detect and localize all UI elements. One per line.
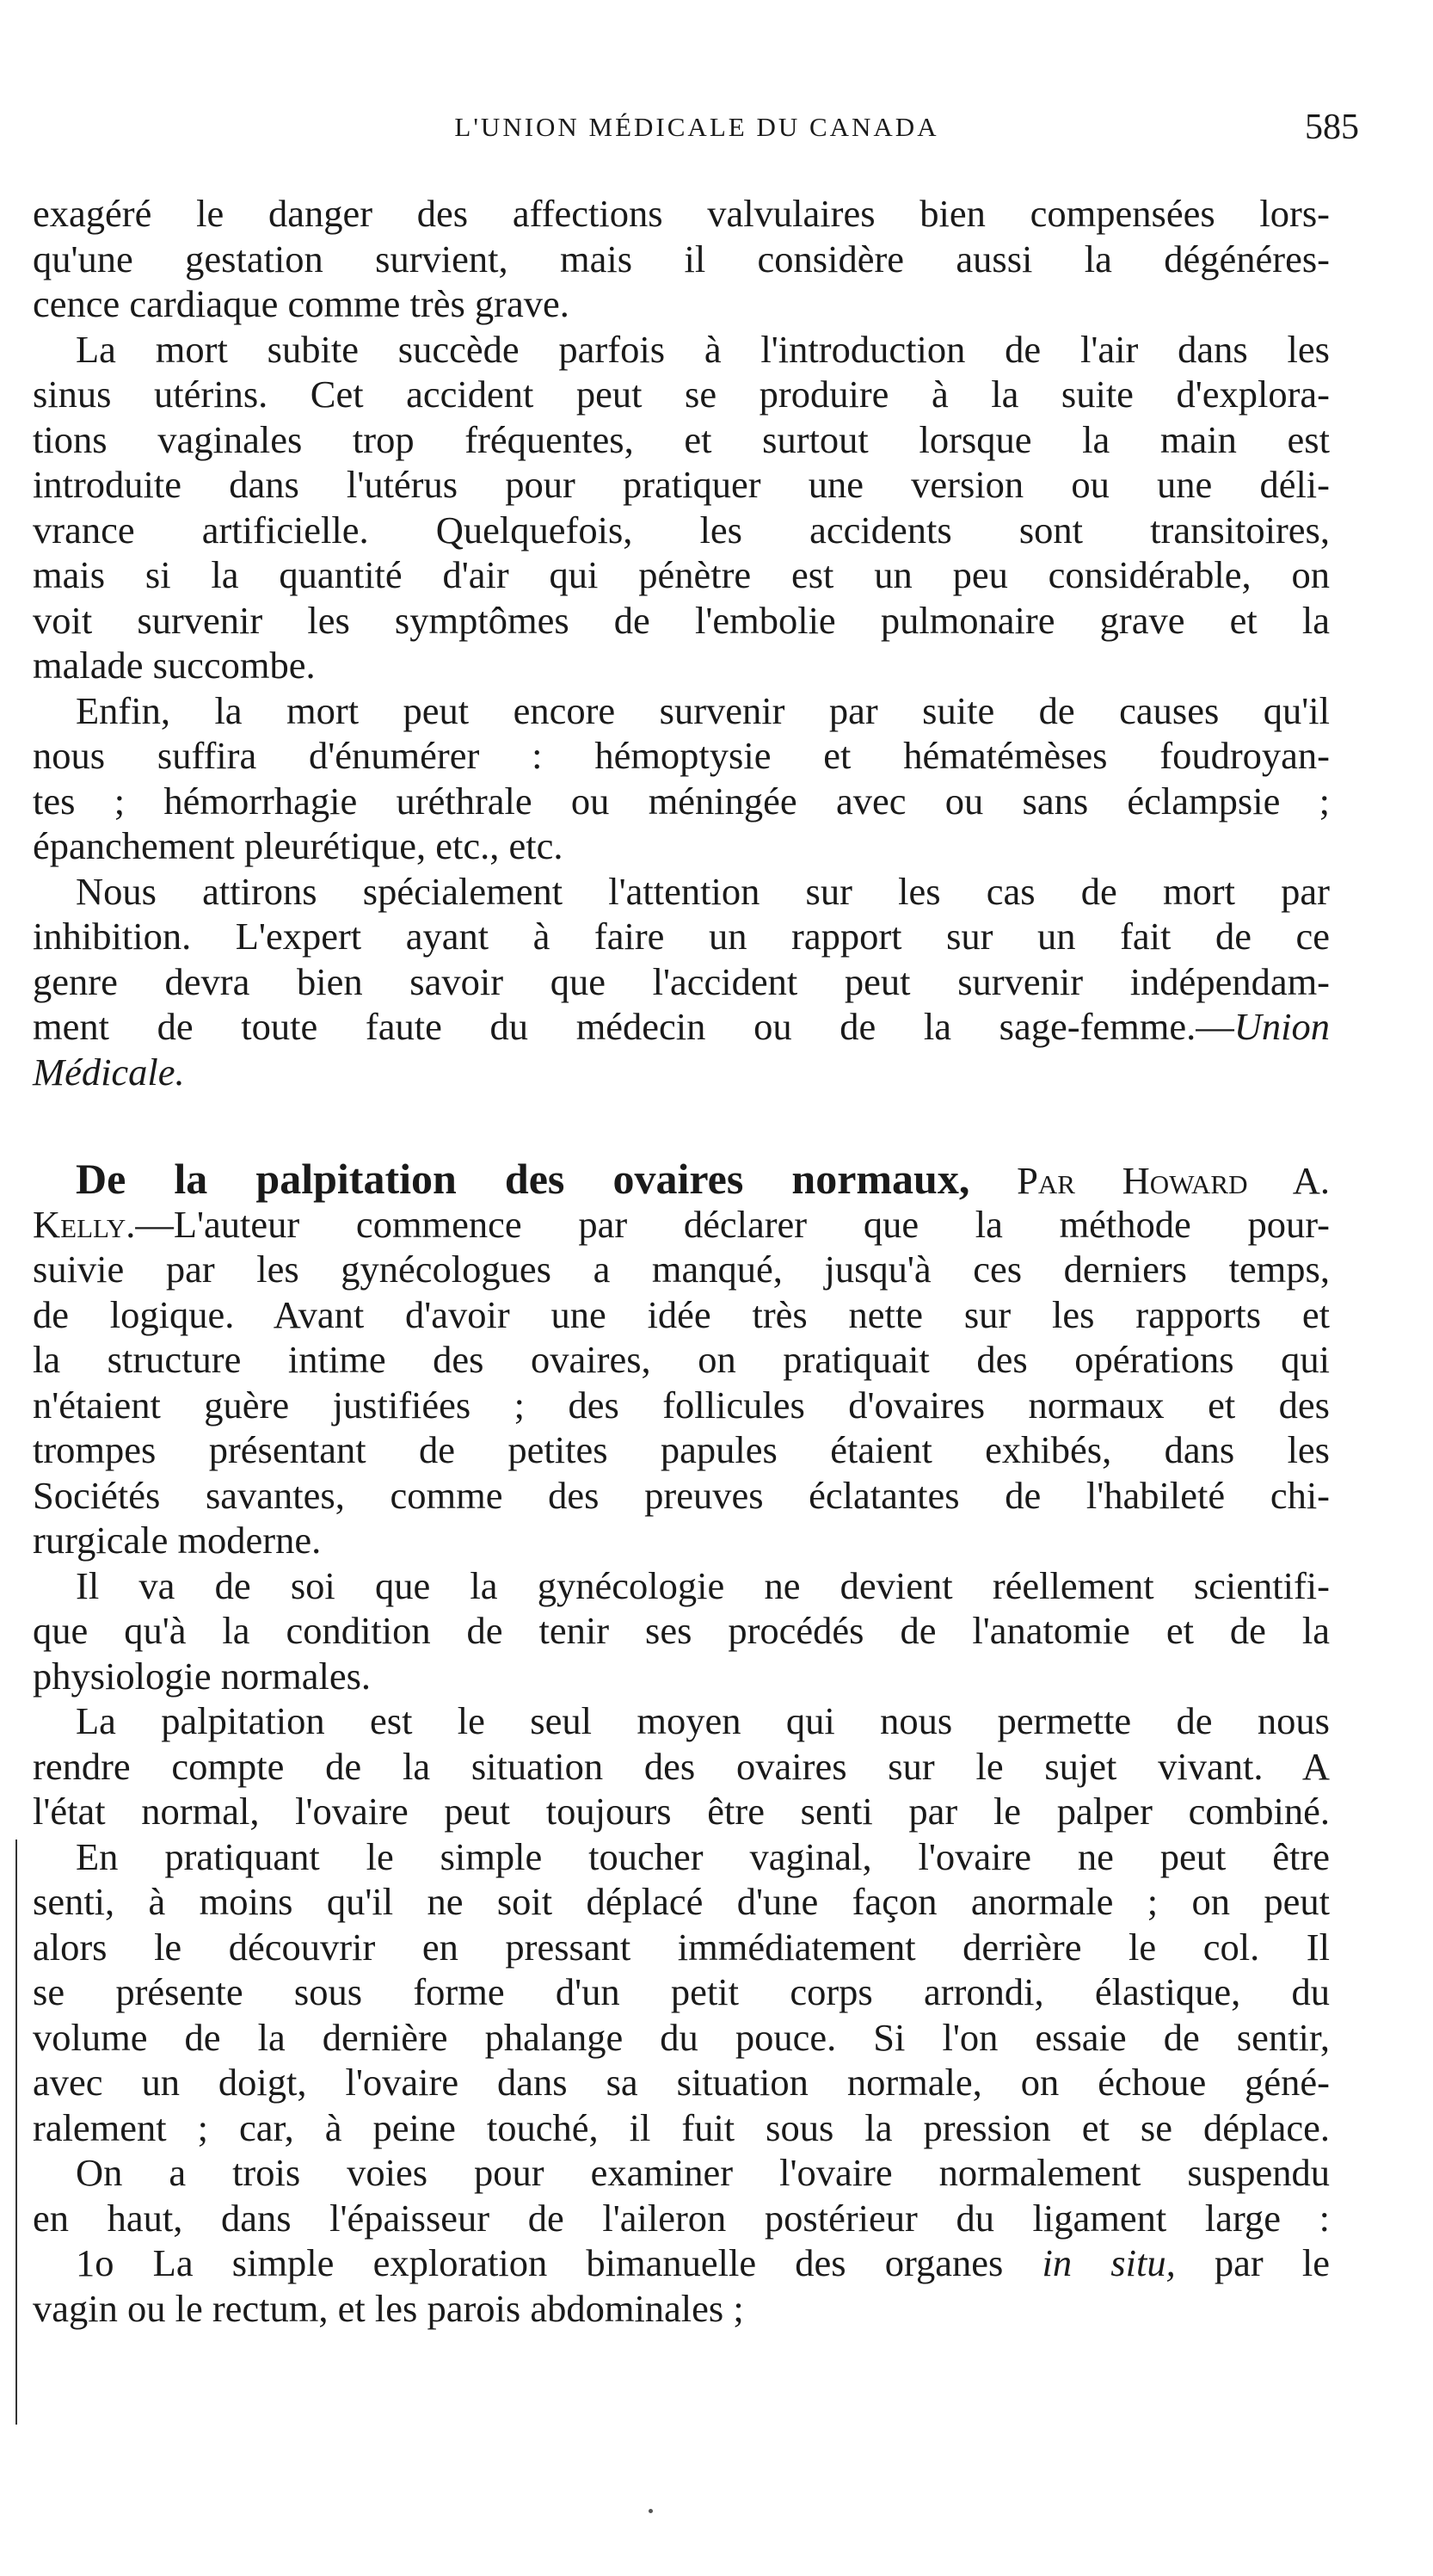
text-line: en haut, dans l'épaisseur de l'aileron postérieur du ligament large :	[33, 2196, 1330, 2240]
text-line: Enfin, la mort peut encore survenir par suite de causes qu'il	[76, 688, 1330, 732]
text-line	[33, 1004, 1330, 1050]
running-title: L'UNION MÉDICALE DU CANADA	[454, 112, 939, 142]
text-line: n'étaient guère justifiées ; des follicules d'ovaires normaux et des	[33, 1383, 1330, 1427]
source-citation: Union	[1233, 1005, 1330, 1048]
text-fragment: —L'auteur commence par déclarer que la méthode pour-	[135, 1202, 1330, 1246]
text-line: qu'une gestation survient, mais il considère aussi la dégénéres-	[33, 237, 1330, 280]
text-fragment: par le	[1214, 2241, 1331, 2284]
section-gap	[33, 1094, 1330, 1156]
text-line: Nous attirons spécialement l'attention sur les cas de mort par	[76, 869, 1330, 913]
text-line	[33, 2240, 1330, 2286]
scan-speck	[649, 2509, 653, 2513]
author-name: Howard A.	[1122, 1159, 1331, 1202]
text-line: On a trois voies pour examiner l'ovaire normalement suspendu	[76, 2151, 1330, 2194]
text-line: épanchement pleurétique, etc., etc.	[33, 824, 563, 867]
source-citation-line: Médicale.	[33, 1050, 185, 1094]
text-line: La palpitation est le seul moyen qui nous permette de nous	[76, 1699, 1330, 1742]
article-heading-line	[33, 1156, 1330, 1202]
margin-rule	[15, 1840, 17, 2425]
page-number: 585	[1305, 108, 1359, 147]
text-line: genre devra bien savoir que l'accident peut survenir indépendam-	[33, 959, 1330, 1003]
text-line: exagéré le danger des affections valvulaires bien compensées lors-	[33, 192, 1330, 235]
text-line: ralement ; car, à peine touché, il fuit sous la pression et se déplace.	[33, 2105, 1330, 2149]
text-line: tions vaginales trop fréquentes, et surtout lorsque la main est	[33, 417, 1330, 461]
text-line: volume de la dernière phalange du pouce. Si l'on essaie de sentir,	[33, 2015, 1330, 2059]
body-text	[33, 191, 1330, 2331]
text-line: la structure intime des ovaires, on pratiquait des opérations qui	[33, 1338, 1330, 1381]
latin-term: in situ,	[1042, 2241, 1176, 2284]
text-line: rurgicale moderne.	[33, 1519, 322, 1562]
text-line: voit survenir les symptômes de l'embolie pulmonaire grave et la	[33, 598, 1330, 642]
text-line: introduite dans l'utérus pour pratiquer une version ou une déli-	[33, 463, 1330, 506]
text-line	[33, 1202, 1330, 1248]
text-line: l'état normal, l'ovaire peut toujours être senti par le palper combiné.	[33, 1790, 1330, 1833]
text-line: de logique. Avant d'avoir une idée très nette sur les rapports et	[33, 1292, 1330, 1336]
text-line: que qu'à la condition de tenir ses procédés de l'anatomie et de la	[33, 1609, 1330, 1652]
text-line: sinus utérins. Cet accident peut se produire à la suite d'explora-	[33, 373, 1330, 416]
author-prefix: Par	[1017, 1159, 1075, 1202]
text-line: cence cardiaque comme très grave.	[33, 282, 569, 325]
text-line: Sociétés savantes, comme des preuves éclatantes de l'habileté chi-	[33, 1473, 1330, 1517]
text-fragment: ment de toute faute du médecin ou de la sage-femme.—	[33, 1005, 1234, 1048]
text-line: malade succombe.	[33, 644, 316, 687]
text-line: rendre compte de la situation des ovaires sur le sujet vivant. A	[33, 1744, 1330, 1788]
running-head	[34, 102, 1359, 153]
text-line: se présente sous forme d'un petit corps arrondi, élastique, du	[33, 1970, 1330, 2013]
article-title: De la palpitation des ovaires normaux,	[76, 1155, 970, 1203]
text-line: En pratiquant le simple toucher vaginal, l'ovaire ne peut être	[76, 1834, 1330, 1878]
text-line: avec un doigt, l'ovaire dans sa situation normale, on échoue géné-	[33, 2061, 1330, 2104]
text-line: tes ; hémorrhagie uréthrale ou méningée avec ou sans éclampsie ;	[33, 779, 1330, 823]
text-fragment: 1o La simple exploration bimanuelle des organes	[76, 2241, 1004, 2284]
text-line: La mort subite succède parfois à l'introduction de l'air dans les	[76, 327, 1330, 371]
text-line: suivie par les gynécologues a manqué, jusqu'à ces derniers temps,	[33, 1248, 1330, 1291]
text-line: senti, à moins qu'il ne soit déplacé d'une façon anormale ; on peut	[33, 1880, 1330, 1923]
text-line: vagin ou le rectum, et les parois abdominales ;	[33, 2286, 744, 2330]
text-line: trompes présentant de petites papules étaient exhibés, dans les	[33, 1428, 1330, 1471]
text-line: mais si la quantité d'air qui pénètre est un peu considérable, on	[33, 553, 1330, 596]
text-line: nous suffira d'énumérer : hémoptysie et hématémèses foudroyan-	[33, 734, 1330, 777]
text-line: Il va de soi que la gynécologie ne devient réellement scientifi-	[76, 1563, 1330, 1607]
text-line: alors le découvrir en pressant immédiatement derrière le col. Il	[33, 1925, 1330, 1969]
text-line: physiologie normales.	[33, 1654, 372, 1698]
author-surname: Kelly.	[33, 1202, 136, 1246]
text-line: inhibition. L'expert ayant à faire un rapport sur un fait de ce	[33, 915, 1330, 958]
text-line: vrance artificielle. Quelquefois, les accidents sont transitoires,	[33, 508, 1330, 552]
